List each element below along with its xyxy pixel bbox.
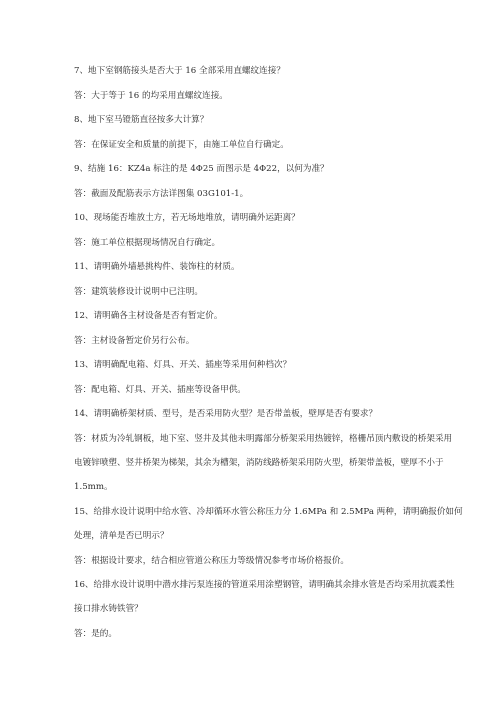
question-8: 8、地下室马镫筋直径按多大计算？	[74, 115, 209, 125]
question-15-line-1: 15、给排水设计说明中给水管、冷却循环水管公称压力分 1.6MPa 和 2.5MPa 两种，请明确报价如何	[74, 507, 463, 517]
answer-15: 答：根据设计要求，结合相应管道公称压力等级情况参考市场价格报价。	[74, 556, 350, 566]
question-10: 10、现场能否堆放土方，若无场地堆放，请明确外运距离？	[74, 213, 300, 223]
answer-10: 答：施工单位根据现场情况自行确定。	[74, 238, 221, 248]
question-11: 11、请明确外墙悬挑构件、装饰柱的材质。	[74, 262, 240, 272]
answer-12: 答：主材设备暂定价另行公布。	[74, 336, 195, 346]
answer-9: 答：截面及配筋表示方法详图集 03G101-1。	[74, 189, 249, 199]
question-12: 12、请明确各主材设备是否有暂定价。	[74, 311, 223, 321]
question-9: 9、结施 16：KZ4a 标注的是 4Φ25 而图示是 4Φ22，以何为准？	[74, 164, 329, 174]
answer-11: 答：建筑装修设计说明中已注明。	[74, 287, 203, 297]
question-14: 14、请明确桥架材质、型号，是否采用防火型？是否带盖板，壁厚是否有要求？	[74, 409, 378, 419]
answer-7: 答：大于等于 16 的均采用直螺纹连接。	[74, 91, 228, 101]
answer-13: 答：配电箱、灯具、开关、插座等设备甲供。	[74, 385, 246, 395]
question-16-line-1: 16、给排水设计说明中潜水排污泵连接的管道采用涂塑钢管，请明确其余排水管是否均采用抗震柔性	[74, 580, 455, 590]
question-13: 13、请明确配电箱、灯具、开关、插座等采用何种档次？	[74, 360, 292, 370]
answer-16: 答：是的。	[74, 629, 117, 639]
question-7: 7、地下室钢筋接头是否大于 16 全部采用直螺纹连接？	[74, 66, 285, 76]
answer-8: 答：在保证安全和质量的前提下，由施工单位自行确定。	[74, 140, 289, 150]
answer-14-line-1: 答：材质为冷轧钢板，地下室、竖井及其他未明露部分桥架采用热镀锌，格栅吊顶内敷设的桥架采用	[74, 434, 453, 444]
answer-14-line-2: 电镀锌喷塑、竖井桥架为梯架，其余为槽架，消防线路桥架采用防火型，桥架带盖板，壁厚不小于	[74, 458, 444, 468]
answer-14-line-3: 1.5mm。	[74, 482, 113, 492]
question-15-line-2: 处理，清单是否已明示？	[74, 531, 169, 541]
question-16-line-2: 接口排水铸铁管？	[74, 604, 143, 614]
